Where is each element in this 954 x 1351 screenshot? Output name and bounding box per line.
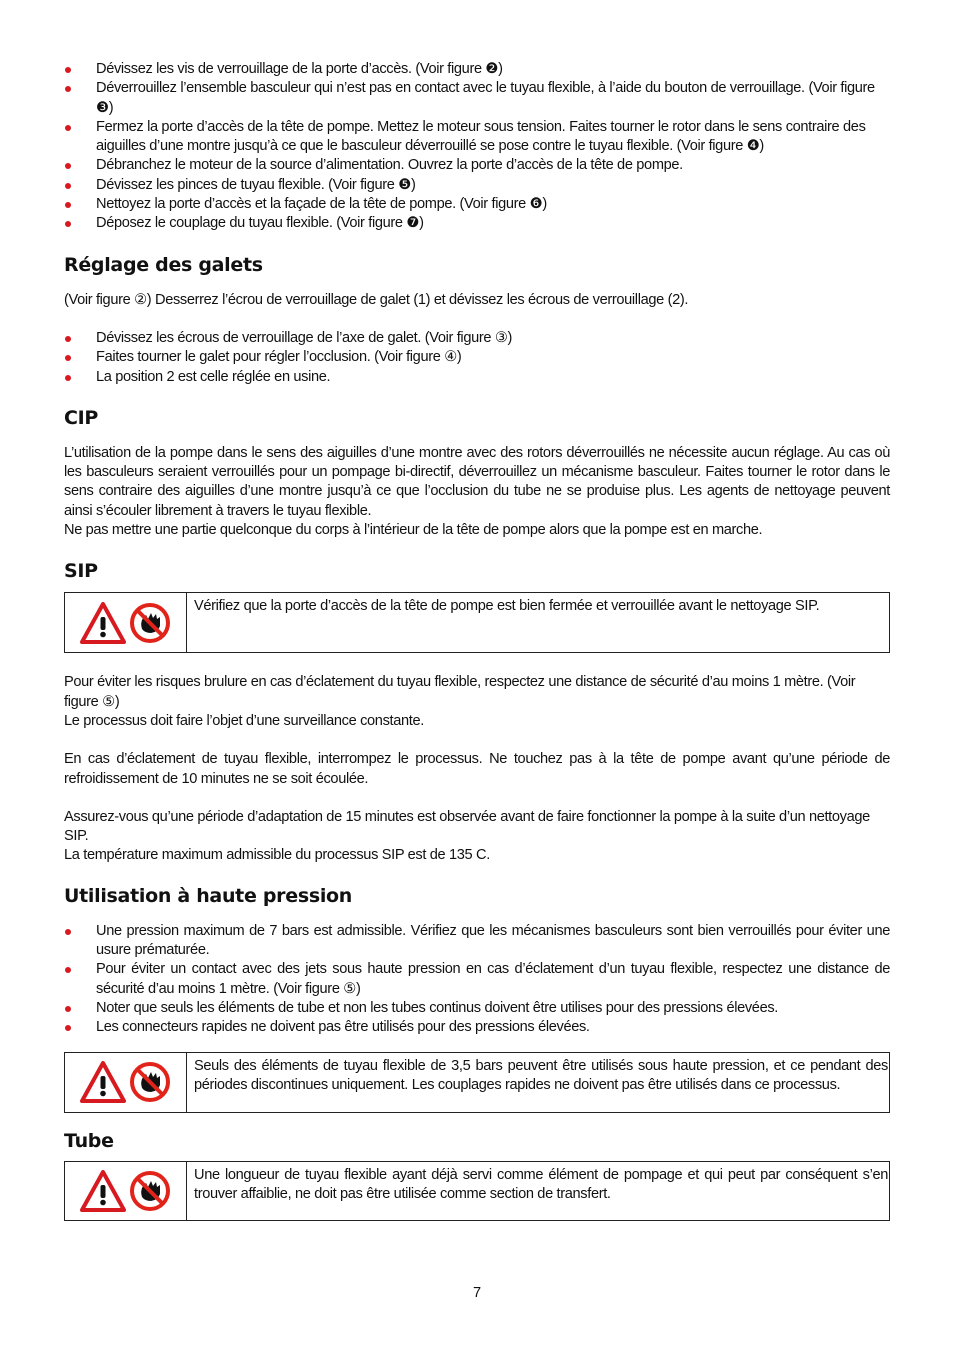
list-item: Dévissez les pinces de tuyau flexible. (Voir figure ❺)	[64, 176, 890, 195]
tube-warning-text: Une longueur de tuyau flexible ayant déjà servi comme élément de pompage et qui peut par conséquent s’en trouver affaiblie, ne doit pas être utilisée comme section de transfert.	[194, 1166, 888, 1202]
list-item: La position 2 est celle réglée en usine.	[64, 368, 890, 387]
page-content	[64, 60, 890, 1221]
list-item: Faites tourner le galet pour régler l’occlusion. (Voir figure ④)	[64, 348, 890, 367]
tube-heading: Tube	[64, 1129, 114, 1152]
sip-paragraph-3a: Assurez-vous qu’une période d’adaptation de 15 minutes est observée avant de faire fonctionner la pompe à la suite d’un nettoyage SIP.	[64, 808, 870, 845]
galets-intro: (Voir figure ②) Desserrez l’écrou de verrouillage de galet (1) et dévissez les écrous de verrouillage (2).	[64, 291, 689, 308]
sip-paragraph-1b: Le processus doit faire l’objet d’une surveillance constante.	[64, 712, 424, 729]
warning-icons	[65, 1162, 187, 1220]
warning-triangle-icon	[80, 1061, 126, 1103]
tube-warning-box	[64, 1161, 890, 1221]
list-item: Déverrouillez l’ensemble basculeur qui n’est pas en contact avec le tuyau flexible, à l’aide du bouton de verrouillage. (Voir figure ❸)	[64, 79, 890, 118]
sip-heading: SIP	[64, 560, 98, 583]
list-item: Dévissez les vis de verrouillage de la porte d’accès. (Voir figure ❷)	[64, 60, 890, 79]
cip-safety-note: Ne pas mettre une partie quelconque du corps à l’intérieur de la tête de pompe alors que la pompe est en marche.	[64, 522, 763, 539]
warning-triangle-icon	[80, 1170, 126, 1212]
warning-triangle-icon	[80, 602, 126, 644]
cip-heading: CIP	[64, 406, 99, 429]
galets-heading: Réglage des galets	[64, 253, 263, 276]
no-hand-icon	[129, 602, 171, 644]
list-item: Une pression maximum de 7 bars est admissible. Vérifiez que les mécanismes basculeurs sont bien verrouillés pour éviter une usure prématurée.	[64, 922, 890, 961]
galets-bullet-list	[64, 329, 890, 387]
list-item: Les connecteurs rapides ne doivent pas être utilisés pour des pressions élevées.	[64, 1018, 890, 1037]
haute-pression-heading: Utilisation à haute pression	[64, 884, 353, 907]
list-item: Noter que seuls les éléments de tube et non les tubes continus doivent être utilises pour des pressions élevées.	[64, 999, 890, 1018]
sip-paragraph-1a: Pour éviter les risques brulure en cas d’éclatement du tuyau flexible, respectez une distance de sécurité d’au moins 1 mètre. (Voir figure ⑤)	[64, 674, 856, 710]
page-number: 7	[472, 1285, 482, 1301]
warning-icons	[65, 1053, 187, 1112]
list-item: Nettoyez la porte d’accès et la façade de la tête de pompe. (Voir figure ❻)	[64, 195, 890, 214]
sip-warning-text: Vérifiez que la porte d’accès de la tête de pompe est bien fermée et verrouillée avant le nettoyage SIP.	[194, 598, 820, 615]
sip-paragraph-3b: La température maximum admissible du processus SIP est de 135 C.	[64, 847, 490, 864]
haute-pression-bullet-list	[64, 922, 890, 1038]
haute-pression-warning-text: Seuls des éléments de tuyau flexible de 3,5 bars peuvent être utilisés sous haute pression, et ce pendant des périodes discontinues uniquement. Les couplages rapides ne doivent pas être utilisés dans ce processus.	[194, 1057, 888, 1093]
sip-paragraph-2: En cas d’éclatement de tuyau flexible, interrompez le processus. Ne touchez pas à la tête de pompe avant qu’une période de refroidissement de 10 minutes ne se soit écoulée.	[64, 751, 890, 787]
no-hand-icon	[129, 1170, 171, 1212]
list-item: Déposez le couplage du tuyau flexible. (Voir figure ❼)	[64, 214, 890, 233]
list-item: Dévissez les écrous de verrouillage de l’axe de galet. (Voir figure ③)	[64, 329, 890, 348]
intro-bullet-list	[64, 60, 890, 234]
list-item: Fermez la porte d’accès de la tête de pompe. Mettez le moteur sous tension. Faites tourner le rotor dans le sens contraire des aiguilles d’une montre jusqu’à ce que le basculeur déverrouillé se pose contre le tuyau flexible. (Voir figure ❹)	[64, 118, 890, 157]
list-item: Débranchez le moteur de la source d’alimentation. Ouvrez la porte d’accès de la tête de pompe.	[64, 156, 890, 175]
cip-paragraph: L’utilisation de la pompe dans le sens des aiguilles d’une montre avec des rotors déverrouillés ne nécessite aucun réglage. Au cas où les basculeurs seraient verrouillés pour un pompage bi-directif, déverrouillez un mécanisme basculeur. Faites tourner le rotor dans le sens contraire des aiguilles d’une montre jusqu’à ce que l’occlusion du tube ne se produise plus. Les agents de nettoyage peuvent ainsi s’écouler librement à travers le tuyau flexible.	[64, 444, 890, 519]
list-item: Pour éviter un contact avec des jets sous haute pression en cas d’éclatement d’un tuyau flexible, respectez une distance de sécurité d’au moins 1 mètre. (Voir figure ⑤)	[64, 960, 890, 999]
no-hand-icon	[129, 1061, 171, 1103]
sip-warning-box	[64, 592, 890, 653]
haute-pression-warning-box	[64, 1052, 890, 1113]
warning-icons	[65, 593, 187, 652]
